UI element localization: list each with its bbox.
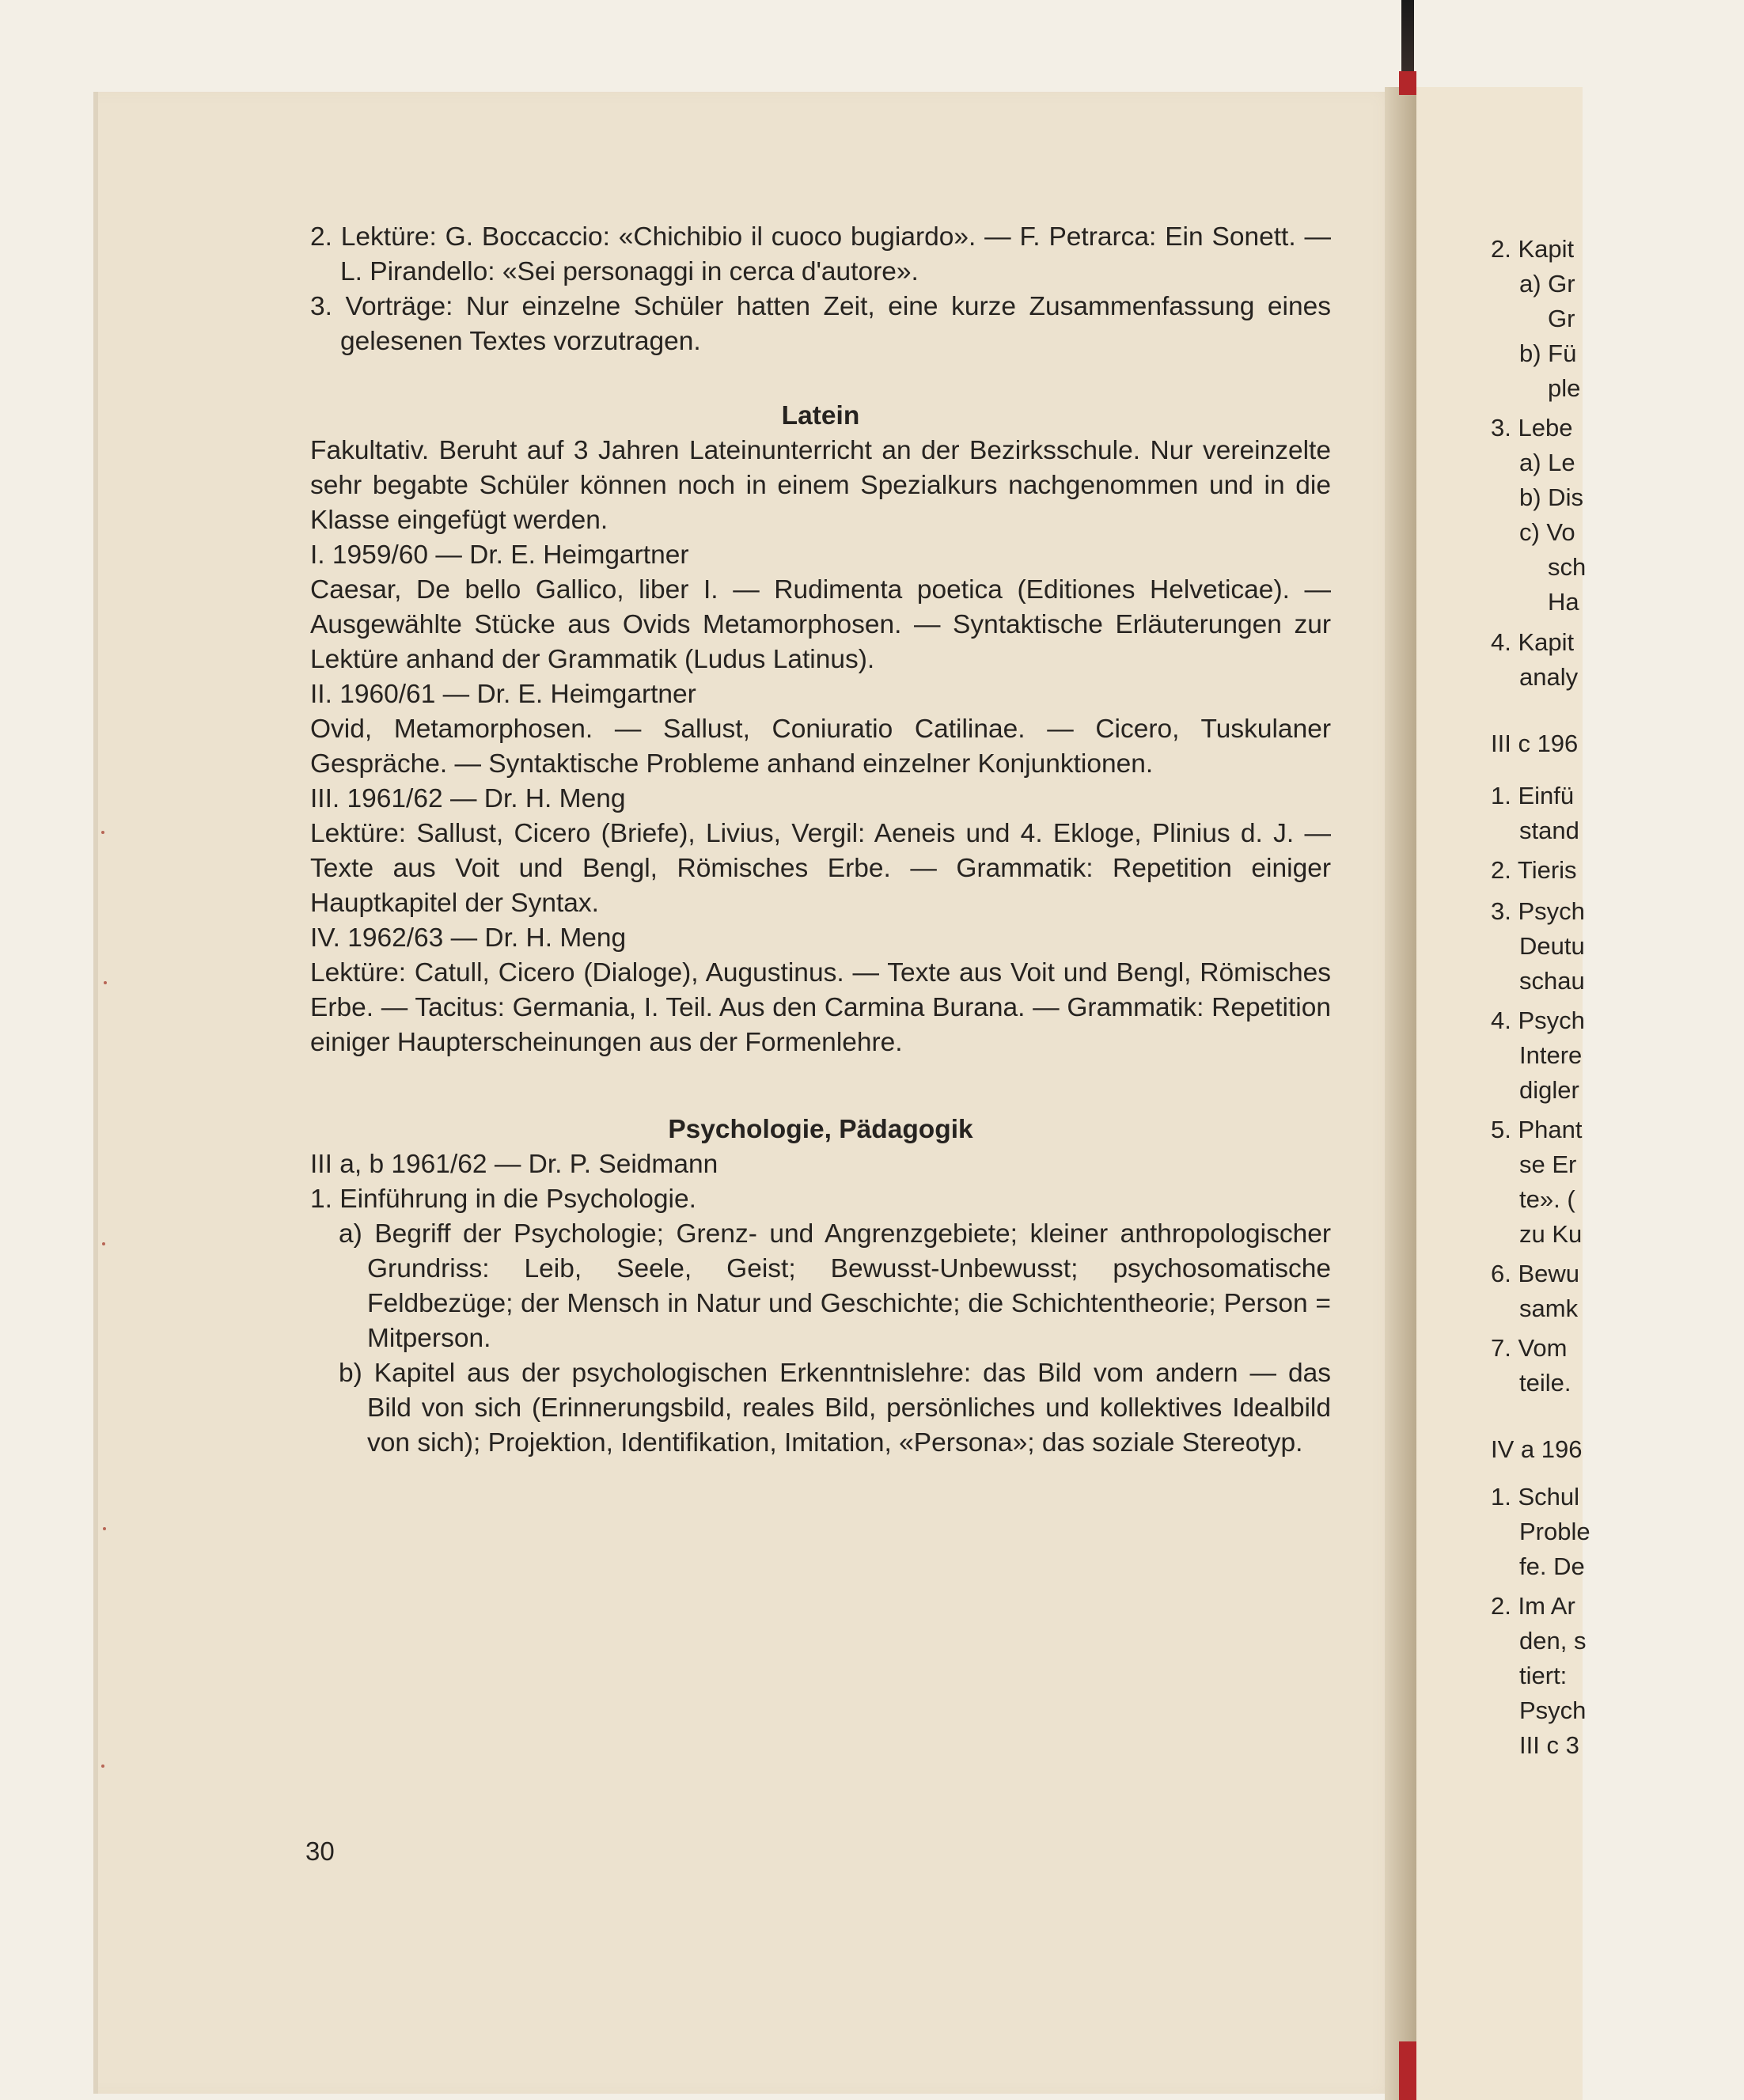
right-line: 4. Kapit: [1491, 628, 1575, 656]
course-text-1: Caesar, De bello Gallico, liber I. — Rudimenta poetica (Editiones Helveticae). — Ausgewählte Stücke aus Ovids Metamorphosen. — Syntaktische Erläuterungen zur Lektüre anhand der Grammatik (Ludus Latinus).: [310, 575, 1331, 674]
course-title-4: IV. 1962/63 — Dr. H. Meng: [310, 923, 627, 953]
psych-item-1a: a) Begriff der Psychologie; Grenz- und Angrenzgebiete; kleiner anthropologischer Grundriss: Leib, Seele, Geist; Bewusst-Unbewusst; psychosomatische Feldbezüge; der Mensch in Natur und Geschichte; die Schichtentheorie; Person = Mitperson.: [339, 1219, 1331, 1353]
course-text-3: Lektüre: Sallust, Cicero (Briefe), Livius, Vergil: Aeneis und 4. Ekloge, Plinius d. J. — Texte aus Voit und Bengl, Römisches Erbe. — Grammatik: Repetition einiger Hauptkapitel der Syntax.: [310, 819, 1331, 918]
right-line: a) Gr: [1519, 270, 1575, 298]
right-line: Proble: [1519, 1518, 1590, 1545]
right-line: ple: [1548, 374, 1581, 402]
right-line: 1. Schul: [1491, 1483, 1580, 1511]
bookmark-ribbon-top: [1399, 71, 1416, 95]
right-line: schau: [1519, 967, 1585, 995]
right-line: samk: [1519, 1294, 1579, 1322]
paper-speck: [103, 1527, 106, 1530]
paper-speck: [101, 831, 104, 834]
psych-heading: Psychologie, Pädagogik: [668, 1115, 973, 1144]
right-line: digler: [1519, 1076, 1579, 1104]
psych-course: III a, b 1961/62 — Dr. P. Seidmann: [310, 1150, 718, 1179]
right-line: b) Fü: [1519, 339, 1577, 367]
right-line: III c 3: [1519, 1731, 1579, 1759]
right-line: 3. Psych: [1491, 897, 1585, 925]
latein-intro: Fakultativ. Beruht auf 3 Jahren Lateinunterricht an der Bezirksschule. Nur vereinzelte sehr begabte Schüler können noch in einem Spezialkurs nachgenommen und in die Klasse eingefügt werden.: [310, 436, 1331, 535]
paper-speck: [102, 1242, 105, 1245]
right-line: IV a 196: [1491, 1435, 1583, 1463]
right-line: 3. Lebe: [1491, 414, 1573, 442]
right-line: 2. Kapit: [1491, 235, 1575, 263]
right-line: Gr: [1548, 305, 1575, 332]
right-line: tiert:: [1519, 1662, 1568, 1689]
psych-item-1: 1. Einführung in die Psychologie.: [310, 1185, 696, 1214]
paper-speck: [104, 981, 107, 984]
binding-top: [1401, 0, 1414, 79]
right-line: 2. Tieris: [1491, 856, 1577, 884]
right-line: b) Dis: [1519, 483, 1583, 511]
right-line: a) Le: [1519, 449, 1575, 476]
right-line: te». (: [1519, 1185, 1575, 1213]
right-line: Deutu: [1519, 932, 1585, 960]
right-line: 4. Psych: [1491, 1006, 1585, 1034]
right-line: 7. Vom: [1491, 1334, 1568, 1362]
paper-speck: [101, 1765, 104, 1768]
course-title-3: III. 1961/62 — Dr. H. Meng: [310, 784, 626, 813]
right-line: stand: [1519, 817, 1579, 844]
right-line: den, s: [1519, 1627, 1587, 1655]
psych-item-1b: b) Kapitel aus der psychologischen Erkenntnislehre: das Bild vom andern — das Bild von sich (Erinnerungsbild, reales Bild, persönliches und kollektives Idealbild von sich); Projektion, Identifikation, Imitation, «Persona»; das soziale Stereotyp.: [339, 1359, 1331, 1457]
right-line: 6. Bewu: [1491, 1260, 1580, 1287]
course-title-1: I. 1959/60 — Dr. E. Heimgartner: [310, 540, 689, 570]
right-line: se Er: [1519, 1150, 1577, 1178]
bookmark-ribbon-bottom: [1399, 2041, 1416, 2100]
page-number: 30: [305, 1837, 335, 1866]
right-line: teile.: [1519, 1369, 1571, 1397]
right-line: Psych: [1519, 1696, 1587, 1724]
right-line: fe. De: [1519, 1552, 1585, 1580]
right-line: III c 196: [1491, 730, 1579, 757]
right-line: Intere: [1519, 1041, 1583, 1069]
course-text-4: Lektüre: Catull, Cicero (Dialoge), Augustinus. — Texte aus Voit und Bengl, Römisches Erbe. — Tacitus: Germania, I. Teil. Aus den Carmina Burana. — Grammatik: Repetition einiger Haupterscheinungen aus der Formenlehre.: [310, 958, 1331, 1057]
right-line: analy: [1519, 663, 1579, 691]
course-title-2: II. 1960/61 — Dr. E. Heimgartner: [310, 680, 696, 709]
right-line: Ha: [1548, 588, 1579, 616]
latein-heading: Latein: [781, 401, 860, 430]
right-line: 5. Phant: [1491, 1116, 1583, 1143]
course-text-2: Ovid, Metamorphosen. — Sallust, Coniuratio Catilinae. — Cicero, Tuskulaner Gespräche. — Syntaktische Probleme anhand einzelner Konjunktionen.: [310, 715, 1331, 779]
right-line: c) Vo: [1519, 518, 1575, 546]
right-line: zu Ku: [1519, 1220, 1583, 1248]
right-line: sch: [1548, 553, 1587, 581]
intro-line-2: 3. Vorträge: Nur einzelne Schüler hatten Zeit, eine kurze Zusammenfassung eines gelesenen Textes vorzutragen.: [310, 292, 1331, 356]
intro-line-1: 2. Lektüre: G. Boccaccio: «Chichibio il cuoco bugiardo». — F. Petrarca: Ein Sonett. — L. Pirandello: «Sei personaggi in cerca d'autore».: [310, 222, 1331, 286]
right-line: 2. Im Ar: [1491, 1592, 1575, 1620]
right-line: 1. Einfü: [1491, 782, 1575, 809]
book-gutter: [1385, 87, 1416, 2100]
left-text-column: [310, 220, 1331, 1461]
